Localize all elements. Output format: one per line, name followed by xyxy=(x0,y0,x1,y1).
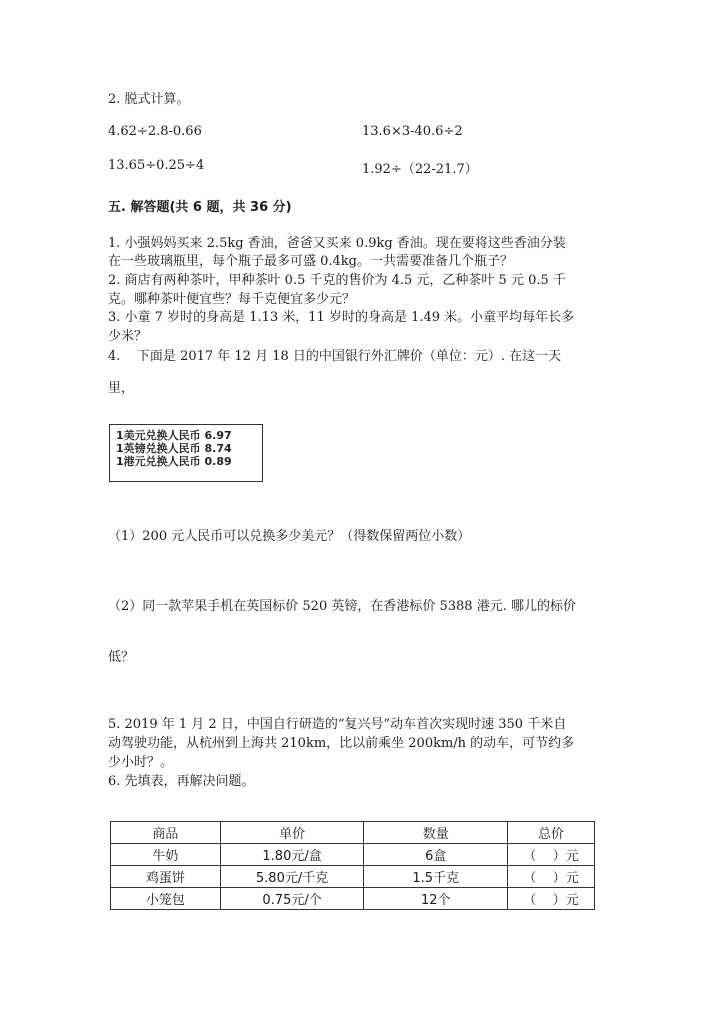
table-cell: 1.80元/盒 xyxy=(220,844,364,866)
table-cell: 牛奶 xyxy=(111,844,221,866)
question-4-sub-2-line-2: 低？ xyxy=(108,650,135,665)
rate-gbp: 1英镑兑换人民币 8.74 xyxy=(116,442,232,455)
table-header: 数量 xyxy=(364,822,508,844)
calc-title: 2. 脱式计算。 xyxy=(108,92,190,107)
table-header: 商品 xyxy=(111,822,221,844)
question-3-line-2: 少米？ xyxy=(108,329,148,344)
calc-problem-4: 1.92÷（22-21.7） xyxy=(362,162,478,177)
calc-problem-3: 13.65÷0.25÷4 xyxy=(108,158,205,173)
question-5-line-3: 少小时？。 xyxy=(108,755,174,770)
question-2-line-2: 克。哪种茶叶便宜些？每千克便宜多少元？ xyxy=(108,292,356,307)
question-4-sub-1: （1）200 元人民币可以兑换多少美元？（得数保留两位小数） xyxy=(108,529,471,544)
rate-usd: 1美元兑换人民币 6.97 xyxy=(116,429,232,442)
price-table xyxy=(110,821,595,910)
calc-problem-1: 4.62÷2.8-0.66 xyxy=(108,124,202,139)
question-4-line-1: 4. 下面是 2017 年 12 月 18 日的中国银行外汇牌价（单位：元）. 在这一天 xyxy=(108,349,562,364)
exchange-rate-board xyxy=(109,424,263,482)
question-1-line-2: 在一些玻璃瓶里，每个瓶子最多可盛 0.4kg。一共需要准备几个瓶子？ xyxy=(108,254,514,269)
table-cell: 6盒 xyxy=(364,844,508,866)
table-cell: 鸡蛋饼 xyxy=(111,866,221,888)
calc-problem-2: 13.6×3-40.6÷2 xyxy=(362,124,463,139)
table-cell: 12个 xyxy=(364,888,508,910)
table-cell: 0.75元/个 xyxy=(220,888,364,910)
table-cell: 5.80元/千克 xyxy=(220,866,364,888)
table-cell: 小笼包 xyxy=(111,888,221,910)
rate-hkd: 1港元兑换人民币 0.89 xyxy=(116,455,232,468)
table-header: 单价 xyxy=(220,822,364,844)
table-cell: 1.5千克 xyxy=(364,866,508,888)
table-cell: （ ）元 xyxy=(508,888,595,910)
table-cell: （ ）元 xyxy=(508,844,595,866)
question-6: 6. 先填表，再解决问题。 xyxy=(108,774,255,789)
section-heading: 五. 解答题(共 6 题，共 36 分) xyxy=(108,200,292,215)
table-cell: （ ）元 xyxy=(508,866,595,888)
question-1-line-1: 1. 小强妈妈买来 2.5kg 香油，爸爸又买来 0.9kg 香油。现在要将这些香油分装 xyxy=(108,236,566,251)
table-header-row xyxy=(111,822,595,844)
question-2-line-1: 2. 商店有两种茶叶，甲种茶叶 0.5 千克的售价为 4.5 元，乙种茶叶 5 元 0.5 千 xyxy=(108,273,566,288)
question-5-line-1: 5. 2019 年 1 月 2 日，中国自行研造的“复兴号”动车首次实现时速 350 千米自 xyxy=(108,717,567,732)
table-row xyxy=(111,866,595,888)
question-3-line-1: 3. 小童 7 岁时的身高是 1.13 米，11 岁时的身高是 1.49 米。小童平均每年长多 xyxy=(108,310,575,325)
table-header: 总价 xyxy=(508,822,595,844)
question-5-line-2: 动驾驶功能，从杭州到上海共 210km，比以前乘坐 200km/h 的动车，可节约多 xyxy=(108,736,575,751)
table-row xyxy=(111,888,595,910)
question-4-sub-2-line-1: （2）同一款苹果手机在英国标价 520 英镑，在香港标价 5388 港元. 哪儿的标价 xyxy=(108,599,576,614)
table-row xyxy=(111,844,595,866)
question-4-line-2: 里， xyxy=(108,381,135,396)
